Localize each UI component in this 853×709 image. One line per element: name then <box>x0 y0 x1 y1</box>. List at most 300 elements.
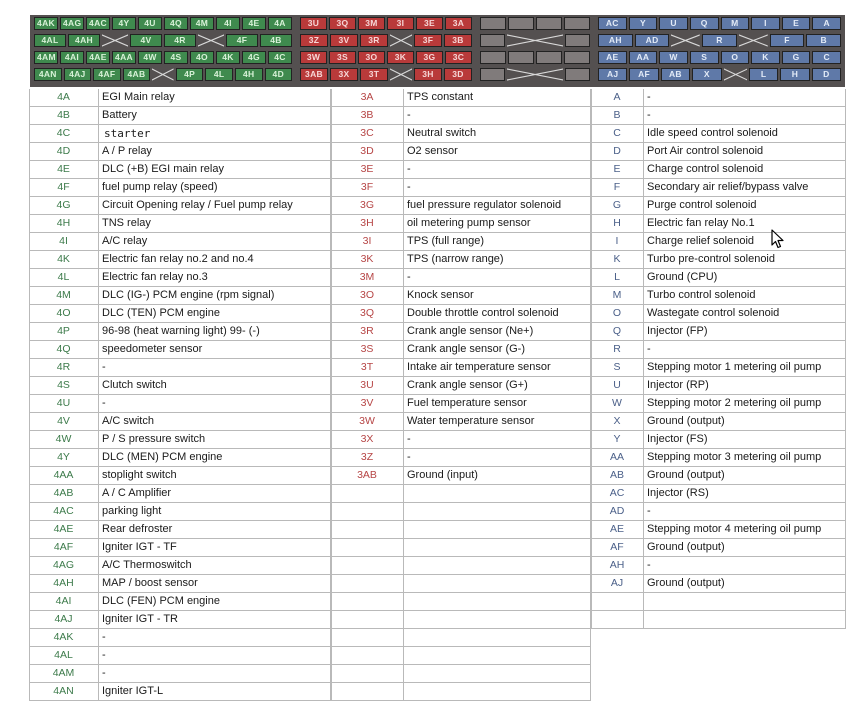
pin-description: A / C Amplifier <box>102 487 172 499</box>
connector-pin: U <box>659 17 688 30</box>
connector-key-gap <box>390 34 412 47</box>
pin-description: Ground (output) <box>647 577 725 589</box>
table-row <box>591 197 846 215</box>
connector-pin: 4G <box>242 51 266 64</box>
pin-description: fuel pump relay (speed) <box>102 181 218 193</box>
pin-code: C <box>591 125 644 142</box>
pin-code: 4C <box>29 125 99 142</box>
table-row <box>591 179 846 197</box>
connector-row <box>478 17 592 32</box>
connector-pin: L <box>749 68 778 81</box>
connector-pin: W <box>659 51 688 64</box>
table-row <box>331 647 591 665</box>
connector-pin: O <box>721 51 750 64</box>
table-row <box>591 359 846 377</box>
connector-pin: 3AB <box>300 68 328 81</box>
table-row <box>331 233 591 251</box>
pin-code: AF <box>591 539 644 556</box>
pin-code: 3O <box>331 287 404 304</box>
blank-pin <box>480 34 505 47</box>
table-row <box>591 269 846 287</box>
pin-code: 4U <box>29 395 99 412</box>
key-cross-icon <box>507 34 563 47</box>
pin-code <box>331 665 404 682</box>
pin-description: stoplight switch <box>102 469 177 481</box>
pin-code: AH <box>591 557 644 574</box>
connector-pin: 4W <box>138 51 162 64</box>
pin-code: 3I <box>331 233 404 250</box>
pin-description: Secondary air relief/bypass valve <box>647 181 809 193</box>
table-row <box>331 449 591 467</box>
connector-pin: 3B <box>444 34 472 47</box>
pin-code: H <box>591 215 644 232</box>
column-connector-3 <box>331 89 591 701</box>
pin-code: 4K <box>29 251 99 268</box>
table-row <box>29 215 331 233</box>
pin-code: 3U <box>331 377 404 394</box>
pin-code: AE <box>591 521 644 538</box>
table-row <box>331 107 591 125</box>
pin-code <box>331 539 404 556</box>
connector-block-3 <box>298 17 474 85</box>
table-row <box>29 593 331 611</box>
pin-code: 4AB <box>29 485 99 502</box>
pin-description: DLC (MEN) PCM engine <box>102 451 223 463</box>
table-row <box>29 305 331 323</box>
pin-code: U <box>591 377 644 394</box>
pin-code: M <box>591 287 644 304</box>
pin-code: 3W <box>331 413 404 430</box>
pin-code: 4H <box>29 215 99 232</box>
table-row <box>331 575 591 593</box>
table-row <box>591 593 846 611</box>
pin-description: A / P relay <box>102 145 152 157</box>
pin-code: W <box>591 395 644 412</box>
pin-description: DLC (+B) EGI main relay <box>102 163 224 175</box>
table-row <box>29 179 331 197</box>
pin-code: 4B <box>29 107 99 124</box>
pin-code: R <box>591 341 644 358</box>
connector-key-gap <box>390 68 412 81</box>
pin-code <box>591 611 644 628</box>
table-row <box>591 305 846 323</box>
table-row <box>331 215 591 233</box>
pin-code: 4W <box>29 431 99 448</box>
connector-pin: 4Y <box>112 17 136 30</box>
pin-code: 4AC <box>29 503 99 520</box>
connector-pin: AE <box>598 51 627 64</box>
connector-pin: 3T <box>360 68 388 81</box>
connector-pin: 4D <box>265 68 293 81</box>
pin-code: 3E <box>331 161 404 178</box>
connector-pin: 4M <box>190 17 214 30</box>
pin-description <box>404 485 591 502</box>
table-row <box>591 431 846 449</box>
pin-code: 4F <box>29 179 99 196</box>
pin-code: 4AJ <box>29 611 99 628</box>
pin-code: 4L <box>29 269 99 286</box>
pin-description: DLC (TEN) PCM engine <box>102 307 220 319</box>
pin-description: TNS relay <box>102 217 151 229</box>
pin-code: B <box>591 107 644 124</box>
pin-description: DLC (FEN) PCM engine <box>102 595 220 607</box>
connector-pin: Q <box>690 17 719 30</box>
pin-description: Rear defroster <box>102 523 173 535</box>
connector-pin: 3I <box>387 17 414 30</box>
pin-description: TPS (narrow range) <box>407 253 504 265</box>
pin-code: 4AG <box>29 557 99 574</box>
table-row <box>591 107 846 125</box>
pin-description <box>404 557 591 574</box>
table-row <box>331 197 591 215</box>
table-row <box>29 377 331 395</box>
pin-code: D <box>591 143 644 160</box>
table-row <box>591 395 846 413</box>
pin-description: - <box>647 109 651 121</box>
connector-pin: 4R <box>164 34 196 47</box>
pin-code: 4V <box>29 413 99 430</box>
pin-code: 4S <box>29 377 99 394</box>
table-row <box>591 485 846 503</box>
connector-pin: 3M <box>358 17 385 30</box>
pin-code: 4I <box>29 233 99 250</box>
connector-pin: AB <box>661 68 690 81</box>
table-row <box>29 431 331 449</box>
connector-pin: F <box>770 34 805 47</box>
pin-description: Crank angle sensor (Ne+) <box>407 325 534 337</box>
connector-pin: 4AK <box>34 17 58 30</box>
table-row <box>331 125 591 143</box>
blank-pin <box>564 17 590 30</box>
table-row <box>29 413 331 431</box>
pin-code: AC <box>591 485 644 502</box>
pin-description: Turbo control solenoid <box>647 289 756 301</box>
table-row <box>29 143 331 161</box>
table-row <box>29 125 331 143</box>
pin-description <box>404 683 591 700</box>
connector-pin: 3O <box>358 51 385 64</box>
pin-description: - <box>407 181 411 193</box>
table-row <box>331 377 591 395</box>
pin-description: A/C Thermoswitch <box>102 559 192 571</box>
connector-pin: 4AG <box>60 17 84 30</box>
table-row <box>29 629 331 647</box>
table-row <box>331 521 591 539</box>
pin-description: Battery <box>102 109 137 121</box>
table-row <box>331 413 591 431</box>
table-row <box>331 341 591 359</box>
connector-pin: 4V <box>130 34 162 47</box>
pin-description: Knock sensor <box>407 289 474 301</box>
pin-code: S <box>591 359 644 376</box>
pin-code: 3V <box>331 395 404 412</box>
pin-description: - <box>102 397 106 409</box>
table-row <box>591 143 846 161</box>
table-row <box>331 287 591 305</box>
pin-code: 3B <box>331 107 404 124</box>
connector-pin: 3A <box>445 17 472 30</box>
pin-description <box>644 611 846 628</box>
pin-description: Crank angle sensor (G-) <box>407 343 525 355</box>
pin-description: Injector (RS) <box>647 487 709 499</box>
table-row <box>29 359 331 377</box>
table-row <box>29 287 331 305</box>
table-row <box>331 431 591 449</box>
pin-description: Idle speed control solenoid <box>647 127 778 139</box>
pin-code: 3R <box>331 323 404 340</box>
table-row <box>29 197 331 215</box>
connector-row <box>478 68 592 83</box>
key-cross-icon <box>671 34 700 47</box>
table-row <box>331 269 591 287</box>
pin-description: Ground (output) <box>647 541 725 553</box>
connector-pin: 3K <box>387 51 414 64</box>
pin-description: Purge control solenoid <box>647 199 757 211</box>
pin-description: - <box>407 271 411 283</box>
table-row <box>331 557 591 575</box>
table-row <box>29 503 331 521</box>
pin-code: 4AI <box>29 593 99 610</box>
connector-row <box>32 34 294 49</box>
pin-code: 4P <box>29 323 99 340</box>
pin-description <box>404 575 591 592</box>
table-row <box>331 503 591 521</box>
pin-description: TPS (full range) <box>407 235 485 247</box>
pin-description: - <box>407 163 411 175</box>
connector-row <box>596 68 843 83</box>
pin-description: - <box>407 109 411 121</box>
pin-description: Ground (output) <box>647 415 725 427</box>
connector-row <box>478 34 592 49</box>
pin-description: - <box>102 649 106 661</box>
pin-description: Ground (CPU) <box>647 271 718 283</box>
table-row <box>29 665 331 683</box>
table-row <box>29 323 331 341</box>
pin-code: 4R <box>29 359 99 376</box>
connector-pin: 4H <box>235 68 263 81</box>
pin-description: Stepping motor 3 metering oil pump <box>647 451 822 463</box>
table-row <box>29 395 331 413</box>
connector-key-gap <box>152 68 174 81</box>
pin-description: Ground (output) <box>647 469 725 481</box>
blank-pin <box>536 17 562 30</box>
pin-code: AB <box>591 467 644 484</box>
table-row <box>331 611 591 629</box>
table-row <box>591 89 846 107</box>
connector-pin: 3G <box>416 51 443 64</box>
pin-code: 3Q <box>331 305 404 322</box>
pin-description: fuel pressure regulator solenoid <box>407 199 562 211</box>
pin-description: TPS constant <box>407 91 474 103</box>
pin-code: 4AH <box>29 575 99 592</box>
blank-pin <box>480 17 506 30</box>
pin-description: MAP / boost sensor <box>102 577 198 589</box>
blank-pin <box>565 34 590 47</box>
connector-pin: 4Q <box>164 17 188 30</box>
pin-code: 3S <box>331 341 404 358</box>
pin-description: - <box>102 667 106 679</box>
pin-description: - <box>102 631 106 643</box>
connector-pin: 3C <box>445 51 472 64</box>
pin-code <box>331 593 404 610</box>
pin-description: Igniter IGT-L <box>102 685 164 697</box>
table-row <box>29 539 331 557</box>
connector-pin: 4S <box>164 51 188 64</box>
pin-code: F <box>591 179 644 196</box>
connector-row <box>478 51 592 66</box>
pin-code: 4Q <box>29 341 99 358</box>
key-cross-icon <box>390 68 412 81</box>
pin-description: Turbo pre-control solenoid <box>647 253 775 265</box>
table-row <box>29 251 331 269</box>
pin-description: Crank angle sensor (G+) <box>407 379 528 391</box>
connector-pin: 3W <box>300 51 327 64</box>
pin-description: Injector (FS) <box>647 433 708 445</box>
table-row <box>591 503 846 521</box>
pin-code: L <box>591 269 644 286</box>
table-row <box>29 449 331 467</box>
column-main-connector <box>591 89 846 629</box>
connector-pin: 4AE <box>86 51 110 64</box>
connector-pin: 3F <box>414 34 442 47</box>
key-cross-icon <box>152 68 174 81</box>
pin-description: Neutral switch <box>407 127 477 139</box>
table-row <box>331 539 591 557</box>
connector-pin: C <box>812 51 841 64</box>
pin-code: 3H <box>331 215 404 232</box>
table-row <box>331 359 591 377</box>
table-row <box>331 593 591 611</box>
key-cross-icon <box>739 34 768 47</box>
connector-pin: X <box>692 68 721 81</box>
pin-code: 4AA <box>29 467 99 484</box>
pin-code: Y <box>591 431 644 448</box>
table-row <box>591 341 846 359</box>
table-row <box>29 521 331 539</box>
connector-block-main <box>596 17 843 85</box>
connector-pin: 3V <box>330 34 358 47</box>
table-row <box>591 449 846 467</box>
table-row <box>29 89 331 107</box>
connector-pin: 4AI <box>60 51 84 64</box>
pin-code: 3F <box>331 179 404 196</box>
table-row <box>591 521 846 539</box>
table-row <box>591 611 846 629</box>
pin-code <box>331 575 404 592</box>
connector-pin: 3D <box>444 68 472 81</box>
pin-description: Double throttle control solenoid <box>407 307 559 319</box>
pin-description: oil metering pump sensor <box>407 217 531 229</box>
connector-pin: D <box>812 68 841 81</box>
connector-pin: 3S <box>329 51 356 64</box>
table-row <box>591 539 846 557</box>
pin-code: 4AK <box>29 629 99 646</box>
blank-pin <box>480 68 505 81</box>
key-cross-icon <box>198 34 224 47</box>
pin-description: Intake air temperature sensor <box>407 361 551 373</box>
connector-key-gap <box>507 34 563 47</box>
table-row <box>331 251 591 269</box>
pin-description: Igniter IGT - TR <box>102 613 179 625</box>
connector-key-gap <box>671 34 700 47</box>
blank-pin <box>508 51 534 64</box>
pin-description: - <box>647 559 651 571</box>
table-row <box>29 233 331 251</box>
connector-block-4 <box>32 17 294 85</box>
pin-description: 96-98 (heat warning light) 99- (-) <box>102 325 260 337</box>
table-row <box>591 377 846 395</box>
mouse-cursor-icon <box>771 229 785 249</box>
connector-block-empty <box>478 17 592 85</box>
connector-pin: 4L <box>205 68 233 81</box>
pin-code: 4AN <box>29 683 99 700</box>
pin-code: 3A <box>331 89 404 106</box>
pin-description: Injector (FP) <box>647 325 708 337</box>
pin-code: 3K <box>331 251 404 268</box>
table-row <box>331 683 591 701</box>
table-row <box>29 161 331 179</box>
pin-description: A/C relay <box>102 235 148 247</box>
table-row <box>591 287 846 305</box>
table-row <box>591 233 846 251</box>
pin-description: O2 sensor <box>407 145 458 157</box>
connector-key-gap <box>198 34 224 47</box>
table-row <box>29 683 331 701</box>
connector-pin: 4B <box>260 34 292 47</box>
pin-code: A <box>591 89 644 106</box>
connector-pin: 4I <box>216 17 240 30</box>
table-row <box>331 305 591 323</box>
pin-code: 3T <box>331 359 404 376</box>
connector-pin: B <box>806 34 841 47</box>
table-row <box>331 89 591 107</box>
table-row <box>591 251 846 269</box>
pin-description: Fuel temperature sensor <box>407 397 527 409</box>
pin-description: starter <box>104 127 151 140</box>
pin-code: 3Z <box>331 449 404 466</box>
pin-description: - <box>407 451 411 463</box>
pin-description: EGI Main relay <box>102 91 175 103</box>
connector-pin: AA <box>629 51 658 64</box>
pin-description: - <box>647 91 651 103</box>
connector-pin: 4E <box>242 17 266 30</box>
table-row <box>331 179 591 197</box>
connector-pin: 4AC <box>86 17 110 30</box>
pin-code <box>331 629 404 646</box>
table-row <box>591 161 846 179</box>
pin-code: 4AM <box>29 665 99 682</box>
pin-code <box>331 557 404 574</box>
table-row <box>331 395 591 413</box>
connector-pin: 4AL <box>34 34 66 47</box>
pin-code: 4AE <box>29 521 99 538</box>
pin-code: Q <box>591 323 644 340</box>
pin-description: Charge control solenoid <box>647 163 764 175</box>
table-row <box>29 647 331 665</box>
pin-description: Wastegate control solenoid <box>647 307 780 319</box>
connector-pin: 3X <box>330 68 358 81</box>
table-row <box>591 323 846 341</box>
pin-code: 4M <box>29 287 99 304</box>
pin-description <box>404 665 591 682</box>
connector-pin: 4AJ <box>64 68 92 81</box>
pin-code: 4G <box>29 197 99 214</box>
pin-code <box>331 683 404 700</box>
key-cross-icon <box>507 68 563 81</box>
connector-pin: G <box>782 51 811 64</box>
pin-code: 4AF <box>29 539 99 556</box>
table-row <box>331 467 591 485</box>
